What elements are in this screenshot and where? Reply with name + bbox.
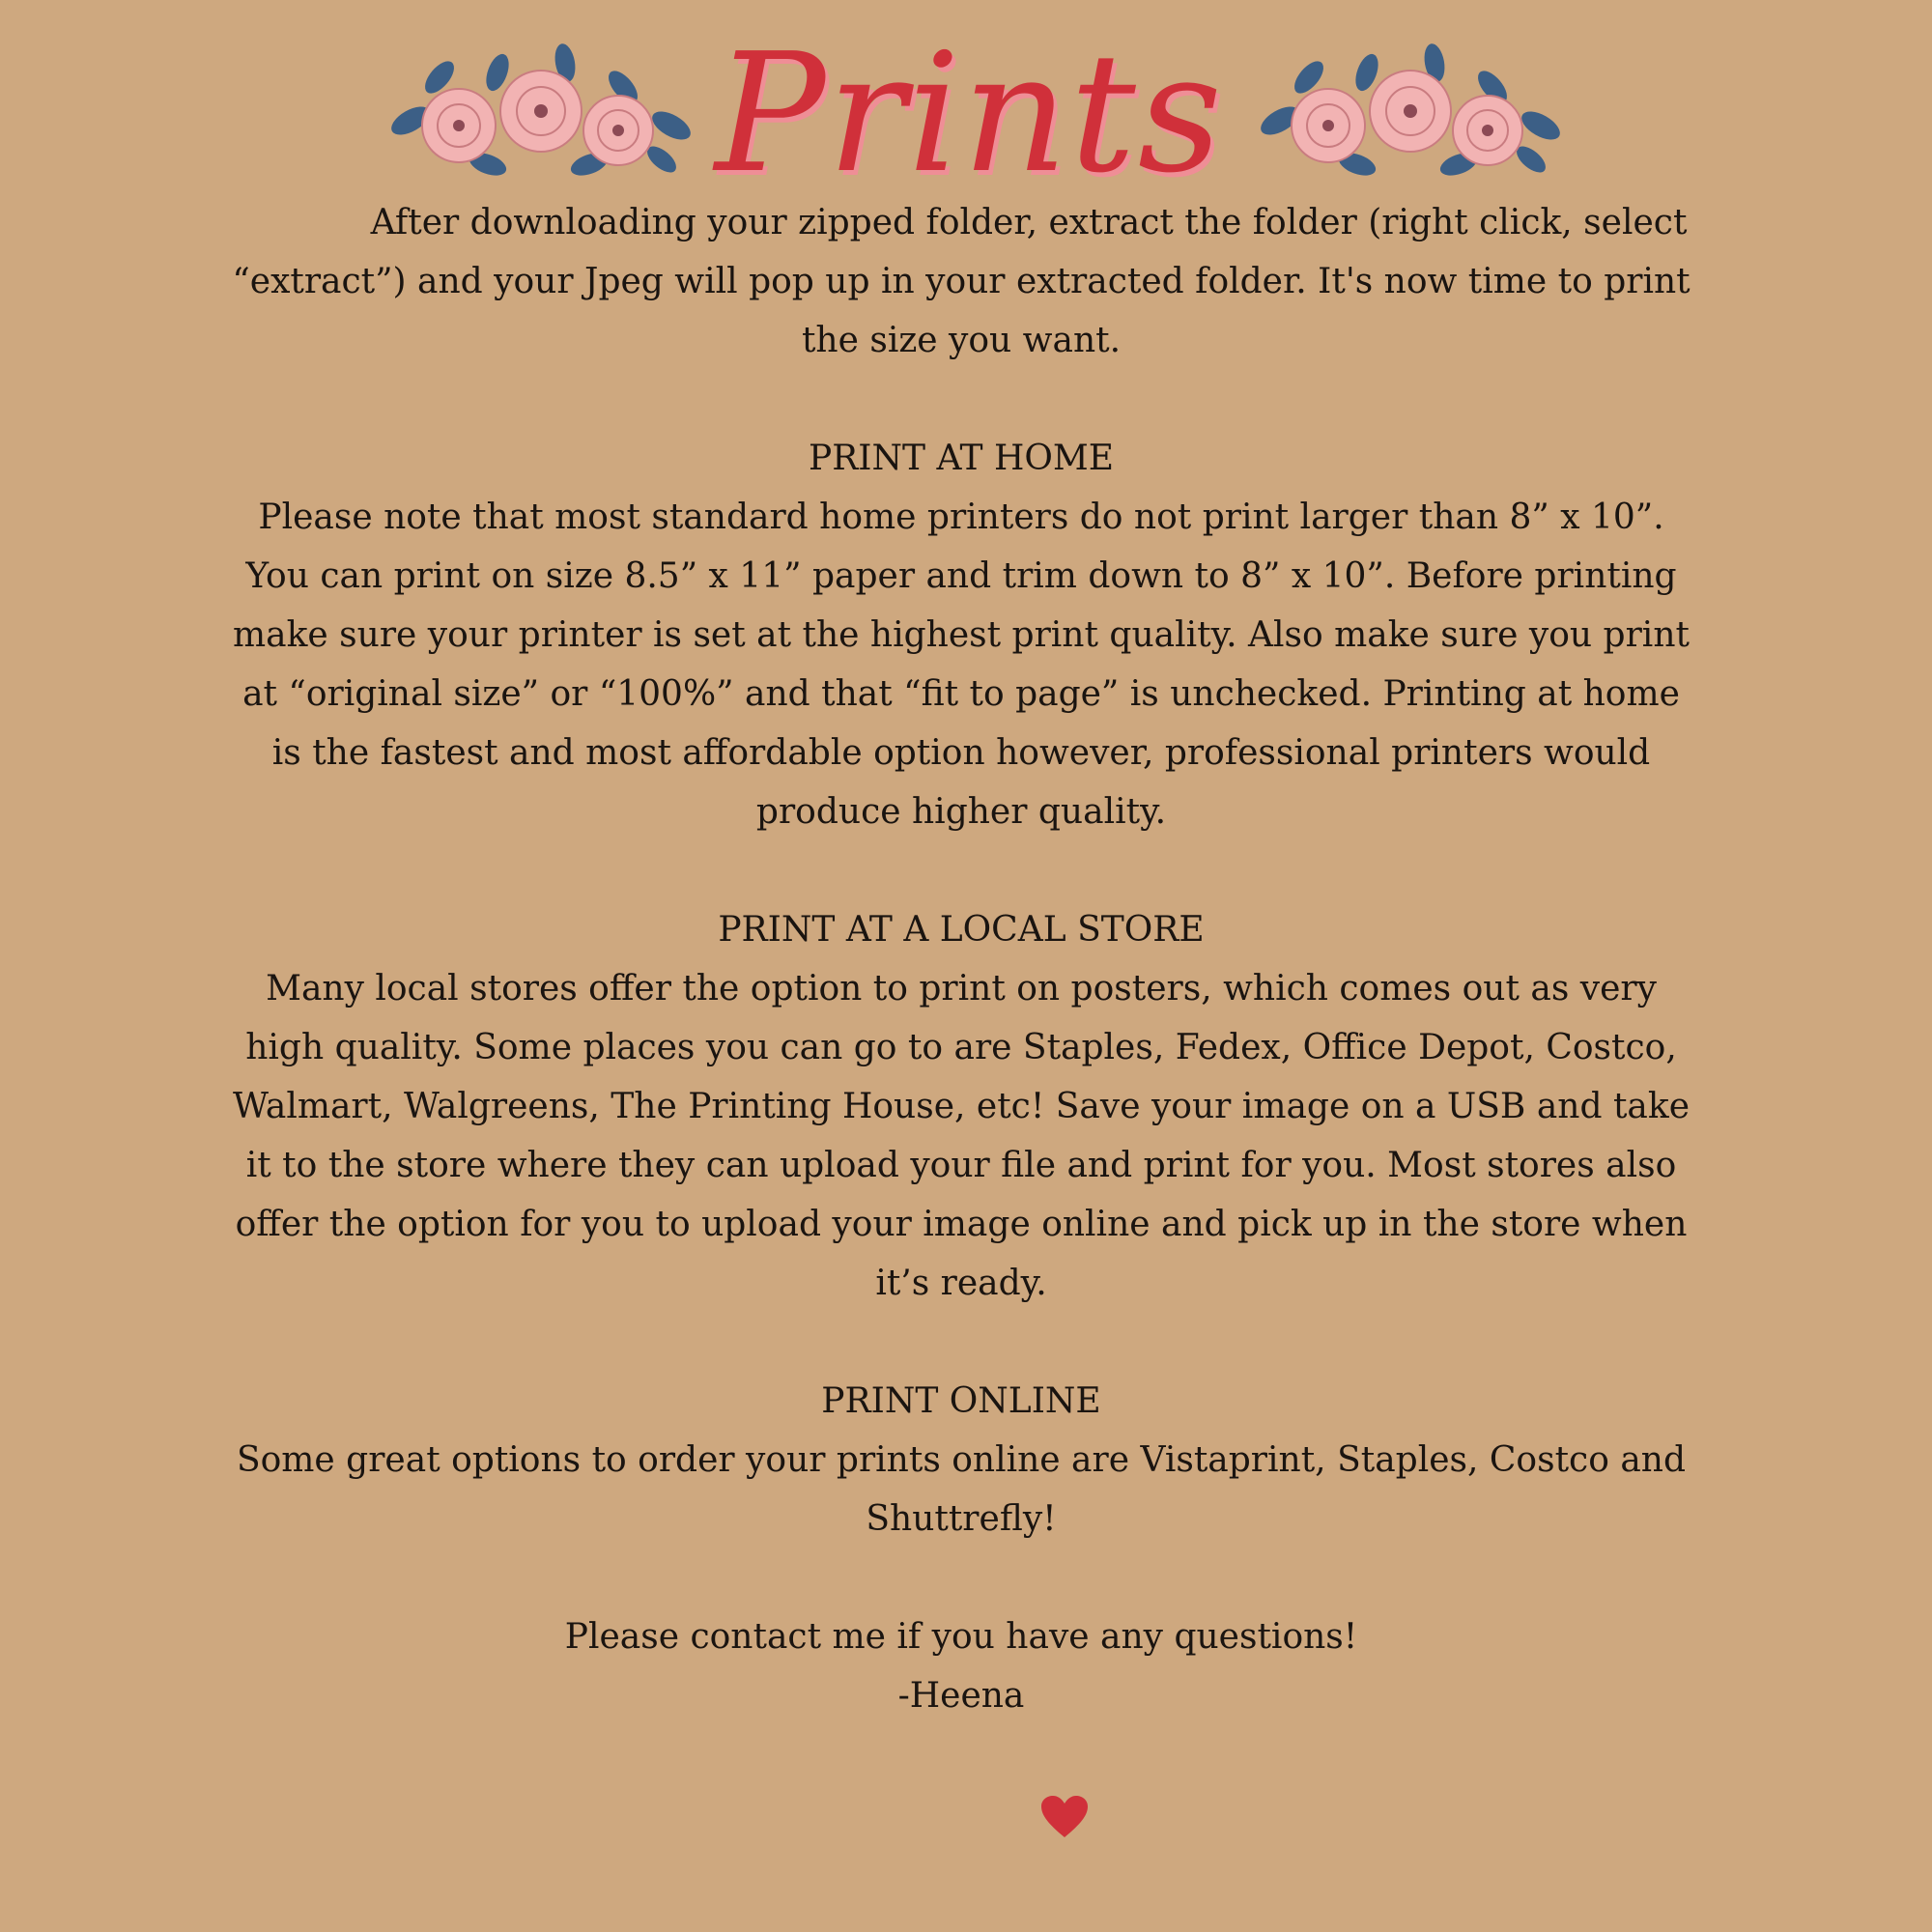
intro-paragraph: After downloading your zipped folder, extract the folder (right click, select “extract”) and your Jpeg will pop up in your extracted folder. It's now time to print the size you want. bbox=[232, 203, 1690, 360]
section-body-local-store: Many local stores offer the option to print on posters, which comes out as very high quality. Some places you can go to are Staples, Fedex, Office Depot, Costco, Walmart, Walgreens, The Printing House, etc! Save your image on a USB and take it to the store where they can upload your file and print for you. Most stores also offer the option for you to upload your image online and pick up in the store when it’s ready. bbox=[232, 969, 1690, 1303]
page-title: Prints bbox=[715, 18, 1225, 210]
section-heading-local-store: PRINT AT A LOCAL STORE bbox=[718, 910, 1205, 950]
spacer bbox=[232, 1313, 1690, 1372]
floral-right-icon bbox=[1251, 29, 1570, 193]
floral-left-icon bbox=[382, 29, 700, 193]
spacer bbox=[232, 841, 1690, 900]
heart-icon bbox=[1040, 1795, 1089, 1839]
section-body-home: Please note that most standard home printers do not print larger than 8” x 10”. You can print on size 8.5” x 11” paper and trim down to 8” x 10”. Before printing make sure your printer is set at the highest print quality. Also make sure you print at “original size” or “100%” and that “fit to page” is unchecked. Printing at home is the fastest and most affordable option however, professional printers would produce higher quality. bbox=[233, 497, 1690, 832]
header bbox=[0, 0, 1932, 213]
section-heading-online: PRINT ONLINE bbox=[821, 1381, 1101, 1421]
section-body-online: Some great options to order your prints online are Vistaprint, Staples, Costco and Shuttrefly! bbox=[236, 1440, 1687, 1539]
spacer bbox=[232, 1548, 1690, 1607]
content bbox=[232, 193, 1690, 1725]
spacer bbox=[232, 370, 1690, 429]
section-heading-home: PRINT AT HOME bbox=[808, 439, 1115, 478]
closing-text: Please contact me if you have any questions! bbox=[564, 1617, 1358, 1657]
signature: -Heena bbox=[897, 1676, 1025, 1716]
